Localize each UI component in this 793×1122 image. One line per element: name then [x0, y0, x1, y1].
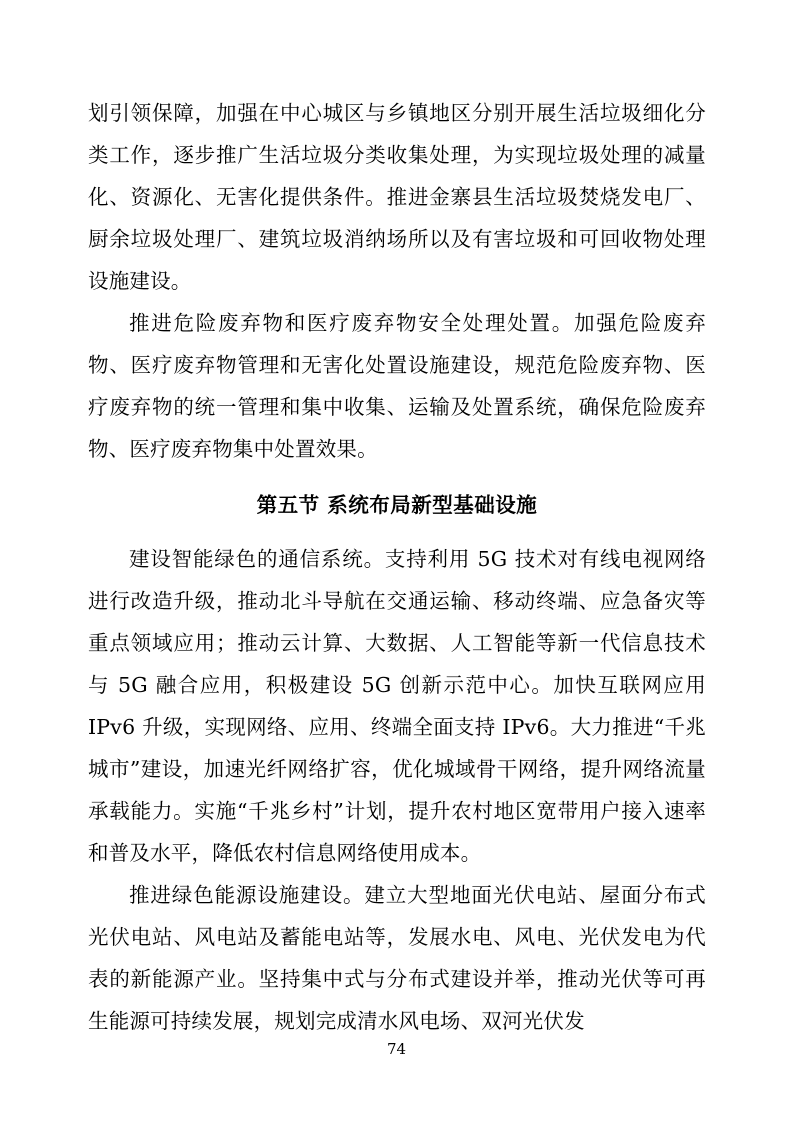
paragraph-waste-classification: 划引领保障，加强在中心城区与乡镇地区分别开展生活垃圾细化分类工作，逐步推广生活垃圾分类收集处理，为实现垃圾处理的减量化、资源化、无害化提供条件。推进金寨县生活垃圾焚烧发电厂、厨余垃圾处理厂、建筑垃圾消纳场所以及有害垃圾和可回收物处理设施建设。: [88, 101, 706, 293]
page-number: 74: [386, 1040, 407, 1058]
section-heading: 第五节 系统布局新型基础设施: [256, 493, 538, 517]
page-content: [88, 92, 706, 1042]
paragraph-hazardous-waste: 推进危险废弃物和医疗废弃物安全处理处置。加强危险废弃物、医疗废弃物管理和无害化处置设施建设，规范危险废弃物、医疗废弃物的统一管理和集中收集、运输及处置系统，确保危险废弃物、医疗废弃物集中处置效果。: [88, 311, 706, 461]
paragraph-green-energy: 推进绿色能源设施建设。建立大型地面光伏电站、屋面分布式光伏电站、风电站及蓄能电站等，发展水电、风电、光伏发电为代表的新能源产业。坚持集中式与分布式建设并举，推动光伏等可再生能源可持续发展，规划完成清水风电场、双河光伏发: [88, 883, 706, 1033]
paragraph-smart-green-communication: 建设智能绿色的通信系统。支持利用 5G 技术对有线电视网络进行改造升级，推动北斗导航在交通运输、移动终端、应急备灾等重点领域应用；推动云计算、大数据、人工智能等新一代信息技术与 5G 融合应用，积极建设 5G 创新示范中心。加快互联网应用 IPv6 升级，实现网络、应用、终端全面支持 IPv6。大力推进“千兆城市”建设，加速光纤网络扩容，优化城域骨干网络，提升网络流量承载能力。实施“千兆乡村”计划，提升农村地区宽带用户接入速率和普及水平，降低农村信息网络使用成本。: [88, 547, 706, 865]
